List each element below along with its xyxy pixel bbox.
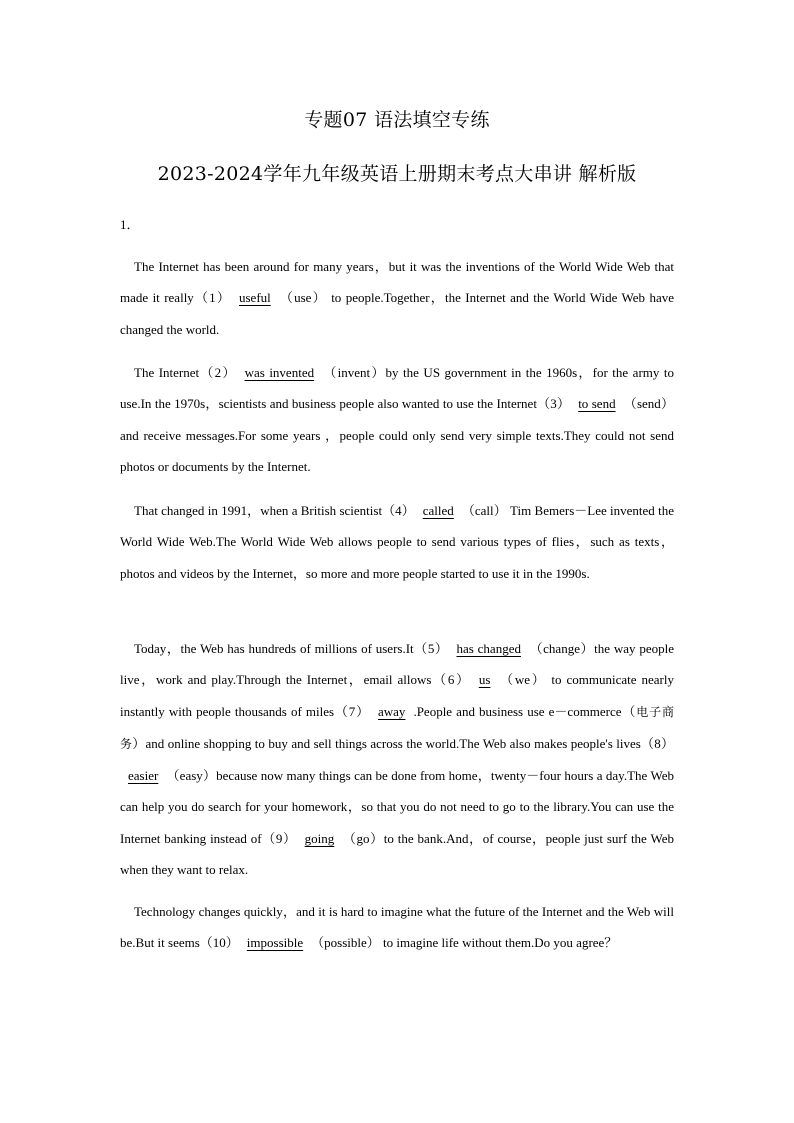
answer-1: useful (238, 290, 271, 306)
paragraph-1 (120, 251, 674, 345)
question-number: 1． (120, 217, 140, 232)
answer-3: to send (578, 396, 616, 412)
text-segment: （invent）by the US government in the 1960s，for the army to use.In the 1970s，scientists and business people also wanted to use the Internet（3） (120, 365, 674, 412)
answer-8: easier (128, 768, 159, 784)
text-segment: （send） and receive messages.For some years ，people could only send very simple texts.They could not send photos or documents by the Internet. (120, 396, 674, 474)
text-segment: （easy）because now many things can be done from home，twenty－four hours a day.The Web can help you do search for your homework，so that you do not need to go to the library.You can use the Internet banking instead of（9） (120, 768, 674, 846)
text-segment: The Internet（2） (134, 365, 237, 380)
document-title: 专题07 语法填空专练 (304, 109, 490, 131)
text-segment: （change）the way people live，work and play.Through the Internet，email allows（6） (120, 641, 675, 688)
document-subtitle: 2023-2024学年九年级英语上册期末考点大串讲 解析版 (157, 163, 637, 185)
text-segment: .People and business use e－commerce（ (413, 703, 637, 719)
text-segment: （use） to people.Together，the Internet and the World Wide Web have changed the world. (120, 290, 674, 337)
answer-4: called (422, 503, 454, 518)
cjk-gloss: 电子商务 (120, 704, 674, 751)
text-segment: That changed in 1991，when a British scientist（4） (134, 503, 415, 518)
answer-2: was invented (244, 365, 315, 380)
answer-6: us (478, 672, 491, 688)
text-segment: （we） to communicate nearly instantly with people thousands of miles（7） (120, 672, 674, 719)
text-segment: （go）to the bank.And，of course，people just surf the Web when they want to relax. (120, 830, 674, 878)
paragraph-5 (120, 896, 674, 959)
paragraph-2 (120, 357, 674, 482)
paragraph-3 (120, 495, 674, 589)
answer-7: away (378, 703, 406, 719)
answer-10: impossible (246, 935, 304, 951)
text-segment: Today，the Web has hundreds of millions of users.It（5） (134, 641, 449, 656)
paragraph-4 (120, 633, 674, 885)
text-segment: Technology changes quickly，and it is hard to imagine what the future of the Internet and the Web will be.But it seems（10） (120, 904, 674, 951)
text-segment: （call） Tim Bemers－Lee invented the World Wide Web.The World Wide Web allows people to send various types of flies，such as texts，photos and videos by the Internet，so more and more people started to use it in the 1990s. (120, 503, 674, 581)
answer-5: has changed (456, 641, 521, 656)
text-segment: （possible） to imagine life without them.Do you agree？ (311, 935, 618, 951)
answer-9: going (304, 830, 335, 846)
text-segment: The Internet has been around for many years，but it was the inventions of the World Wide Web that made it really（1） (120, 259, 674, 306)
text-segment: ）and online shopping to buy and sell things across the world.The Web also makes people's lives（8） (132, 735, 674, 751)
